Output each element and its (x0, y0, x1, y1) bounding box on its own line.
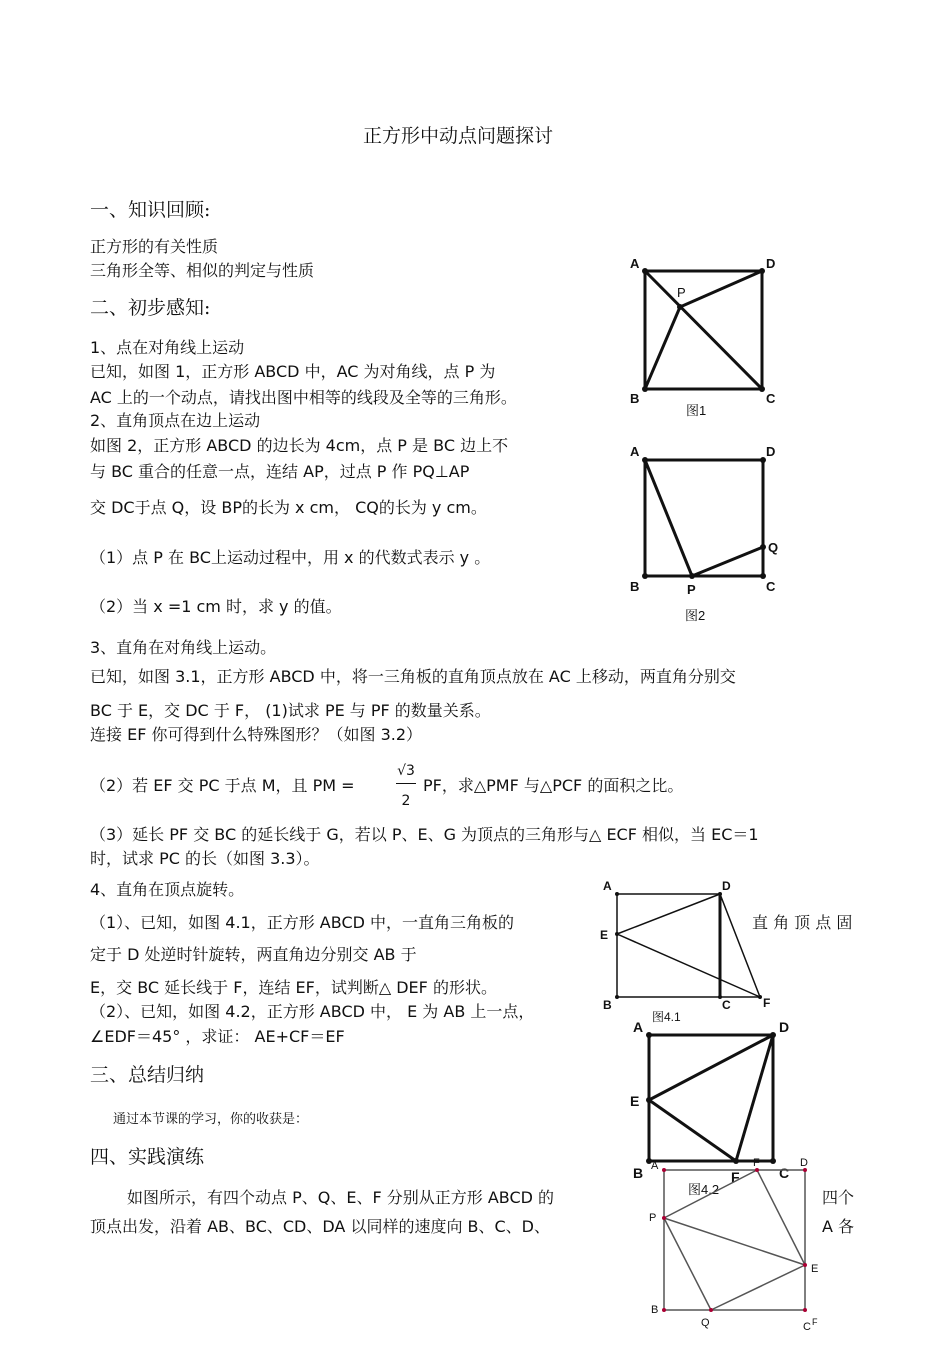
problem1-line: 已知，如图 1，正方形 ABCD 中，AC 为对角线，点 P 为 (90, 362, 496, 381)
section-heading-practice: 四、实践演练 (90, 1146, 205, 1168)
fig42-label-e: E (630, 1093, 640, 1109)
fig5-label-b: B (651, 1304, 659, 1316)
fig42-segment-ed (649, 1035, 773, 1100)
fig5-label-p: P (649, 1212, 657, 1224)
problem3-question3: （3）延长 PF 交 BC 的延长线于 G，若以 P、E、G 为顶点的三角形与△ ECF 相似，当 EC＝1 (90, 825, 759, 844)
fig2-label-a: A (630, 444, 640, 459)
fig5-label-e: E (811, 1263, 819, 1275)
problem2-heading: 2、直角顶点在边上运动 (90, 411, 261, 430)
fig5-label-c: C (803, 1321, 811, 1333)
fig1-label-a: A (630, 256, 640, 271)
fig5-square (664, 1170, 805, 1310)
practice-line-right: A 各 (822, 1217, 855, 1236)
problem3-line: 已知，如图 3.1，正方形 ABCD 中，将一三角板的直角顶点放在 AC 上移动，两直角分别交 (90, 667, 736, 686)
page-title: 正方形中动点问题探讨 (363, 125, 554, 147)
problem3-question2-end: PF，求△PMF 与△PCF 的面积之比。 (423, 776, 684, 795)
fig1-segment-pb (645, 307, 680, 389)
fig1-label-b: B (630, 391, 640, 406)
fig42-label-d: D (779, 1019, 790, 1035)
fraction-denominator: 2 (401, 793, 411, 809)
fig42-label-a: A (633, 1019, 644, 1035)
fig1-diagonal-ac (645, 271, 762, 389)
fig1-segment-pd (680, 271, 762, 307)
fig41-label-b: B (603, 998, 612, 1012)
problem4-line: （2）、已知，如图 4.2，正方形 ABCD 中， E 为 AB 上一点， (90, 1002, 535, 1021)
problem4-line: ∠EDF＝45° ，求证： AE+CF＝EF (90, 1027, 345, 1046)
section-heading-summary: 三、总结归纳 (90, 1064, 205, 1086)
fig5-segment-eq (711, 1265, 805, 1310)
fig42-label-f: F (731, 1169, 740, 1185)
problem3-line: BC 于 E，交 DC 于 F， (1)试求 PE 与 PF 的数量关系。 (90, 701, 491, 720)
problem4-line: E，交 BC 延长线于 F，连结 EF，试判断△ DEF 的形状。 (90, 978, 497, 997)
problem1-line: AC 上的一个动点，请找出图中相等的线段及全等的三角形。 (90, 388, 517, 407)
fig2-caption: 图2 (685, 608, 706, 623)
fig1-label-c: C (766, 391, 776, 406)
section-heading-perception: 二、初步感知: (90, 297, 211, 319)
fig41-label-e: E (600, 928, 609, 942)
problem2-line: 与 BC 重合的任意一点，连结 AP，过点 P 作 PQ⊥AP (90, 462, 470, 481)
practice-line-right: 四个 (822, 1188, 855, 1207)
fig2-label-d: D (766, 444, 776, 459)
fig2-label-q: Q (768, 540, 779, 555)
fig2-label-c: C (766, 579, 776, 594)
review-item: 三角形全等、相似的判定与性质 (90, 261, 315, 280)
fig41-label-a: A (603, 879, 612, 893)
fig5-label-q: Q (701, 1317, 710, 1329)
problem2-question: （1）点 P 在 BC上运动过程中，用 x 的代数式表示 y 。 (90, 548, 491, 567)
problem4-line: 定于 D 处逆时针旋转，两直角边分别交 AB 于 (90, 945, 417, 964)
review-item: 正方形的有关性质 (90, 237, 219, 256)
fraction-numerator: √3 (397, 763, 415, 779)
fig5-label-f-superscript: F (812, 1317, 818, 1327)
problem4-heading: 4、直角在顶点旋转。 (90, 880, 245, 899)
problem1-heading: 1、点在对角线上运动 (90, 338, 245, 357)
fig41-label-c: C (722, 998, 731, 1012)
fig42-caption: 图4.2 (688, 1182, 720, 1197)
fig2-segment-ap (645, 460, 692, 576)
problem3-question3: 时，试求 PC 的长（如图 3.3）。 (90, 849, 320, 868)
fig1-label-p: P (677, 285, 686, 300)
fig2-label-p: P (687, 582, 696, 597)
fig41-label-d: D (722, 879, 731, 893)
summary-prompt: 通过本节课的学习，你的收获是： (113, 1112, 309, 1127)
fig42-segment-ef (649, 1100, 736, 1161)
problem4-line-right: 直 角 顶 点 固 (752, 913, 853, 932)
problem2-line: 如图 2，正方形 ABCD 的边长为 4cm，点 P 是 BC 边上不 (90, 436, 509, 455)
problem4-line: （1）、已知，如图 4.1，正方形 ABCD 中，一直角三角板的 (90, 913, 515, 932)
fig1-caption: 图1 (686, 403, 707, 418)
fig2-square (645, 460, 763, 576)
fig2-segment-pq (692, 547, 763, 576)
problem3-line: 连接 EF 你可得到什么特殊图形？（如图 3.2） (90, 725, 423, 744)
fig41-segment-ed (617, 894, 720, 934)
fig5-label-a: A (651, 1160, 659, 1172)
fig41-label-f: F (763, 996, 771, 1010)
problem3-heading: 3、直角在对角线上运动。 (90, 638, 277, 657)
section-heading-review: 一、知识回顾: (90, 199, 211, 221)
fig2-label-b: B (630, 579, 640, 594)
fig42-label-c: C (779, 1165, 790, 1181)
problem2-line: 交 DC于点 Q，设 BP的长为 x cm， CQ的长为 y cm。 (90, 498, 487, 517)
fig1-label-d: D (766, 256, 776, 271)
fig5-label-d: D (800, 1157, 808, 1169)
fig41-square (617, 894, 720, 997)
problem3-question2-start: （2）若 EF 交 PC 于点 M，且 PM = (90, 776, 355, 795)
fig42-label-b: B (633, 1165, 644, 1181)
fig41-caption: 图4.1 (652, 1010, 681, 1024)
fig5-segment-pf (664, 1170, 757, 1218)
fig42-segment-df (736, 1035, 773, 1161)
problem2-question: （2）当 x =1 cm 时，求 y 的值。 (90, 597, 342, 616)
practice-line: 顶点出发，沿着 AB、BC、CD、DA 以同样的速度向 B、C、D、 (90, 1217, 550, 1236)
practice-line: 如图所示，有四个动点 P、Q、E、F 分别从正方形 ABCD 的 (127, 1188, 555, 1207)
fig5-label-f: F (753, 1157, 760, 1169)
